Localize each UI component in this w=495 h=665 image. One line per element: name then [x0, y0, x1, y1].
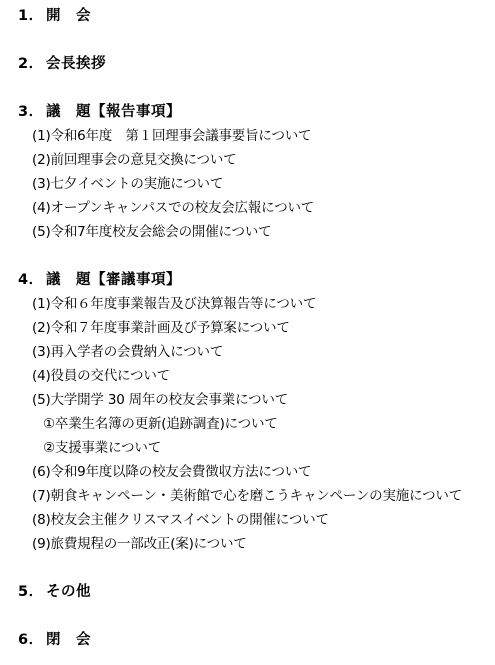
heading-number: 6． [18, 632, 44, 648]
agenda-heading-opening [18, 6, 91, 26]
heading-title: その他 [46, 584, 91, 600]
deliberation-item: (5)大学開学 30 周年の校友会事業について [32, 392, 289, 408]
heading-title: 議 題【審議事項】 [46, 272, 181, 288]
deliberation-item: (7)朝食キャンペーン・美術館で心を磨こうキャンペーンの実施について [32, 488, 463, 504]
agenda-heading-report [18, 102, 181, 122]
heading-title: 開 会 [46, 8, 91, 24]
agenda-heading-greeting [18, 54, 106, 74]
deliberation-item: (2)令和７年度事業計画及び予算案について [32, 320, 290, 336]
heading-number: 1． [18, 8, 44, 24]
agenda-heading-closing [18, 630, 91, 650]
heading-title: 会長挨拶 [46, 56, 106, 72]
agenda-heading-other [18, 582, 91, 602]
report-item: (4)オープンキャンパスでの校友会広報について [32, 200, 315, 216]
deliberation-item: (1)令和６年度事業報告及び決算報告等について [32, 296, 317, 312]
report-item: (5)令和7年度校友会総会の開催について [32, 224, 272, 240]
heading-number: 4． [18, 272, 44, 288]
agenda-heading-deliberation [18, 270, 181, 290]
heading-number: 2． [18, 56, 44, 72]
deliberation-item: (8)校友会主催クリスマスイベントの開催について [32, 512, 329, 528]
deliberation-item: (4)役員の交代について [32, 368, 170, 384]
deliberation-item: (6)令和9年度以降の校友会費徴収方法について [32, 464, 312, 480]
heading-number: 5． [18, 584, 44, 600]
heading-title: 議 題【報告事項】 [46, 104, 181, 120]
deliberation-item: (3)再入学者の会費納入について [32, 344, 224, 360]
deliberation-item: (9)旅費規程の一部改正(案)について [32, 536, 247, 552]
deliberation-subitem: ②支援事業について [43, 440, 162, 456]
heading-number: 3． [18, 104, 44, 120]
report-item: (3)七夕イベントの実施について [32, 176, 224, 192]
deliberation-subitem: ①卒業生名簿の更新(追跡調査)について [43, 416, 278, 432]
report-item: (1)令和6年度 第１回理事会議事要旨について [32, 128, 312, 144]
heading-title: 閉 会 [46, 632, 91, 648]
report-item: (2)前回理事会の意見交換について [32, 152, 237, 168]
